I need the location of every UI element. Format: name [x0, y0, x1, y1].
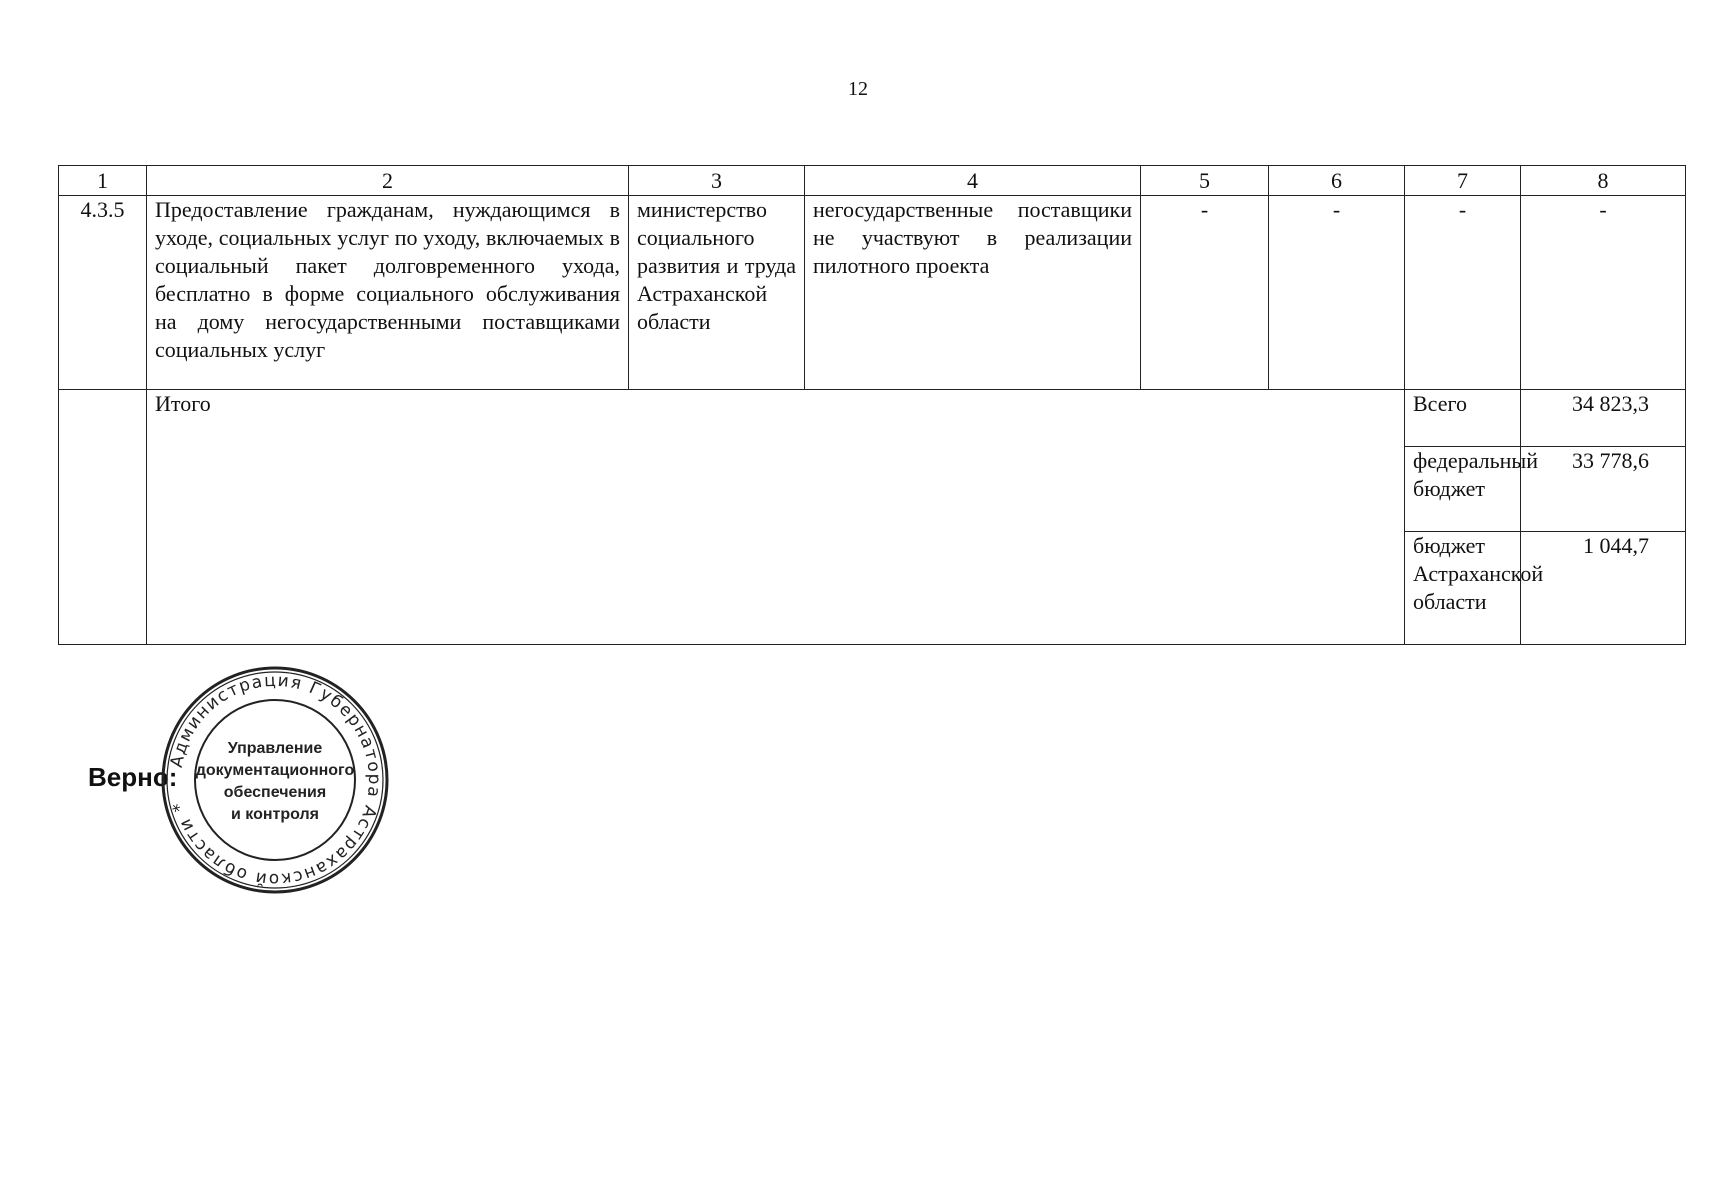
stamp-outer-text: Администрация Губернатора Астраханской области *: [166, 670, 385, 890]
total-line-label: бюджет Астраханской области: [1405, 532, 1521, 645]
stamp-inner-line: обеспечения: [223, 784, 327, 801]
certified-label: Верно:: [88, 762, 178, 792]
row-col6: -: [1269, 196, 1405, 390]
row-col8: -: [1521, 196, 1686, 390]
row-description: Предоставление гражданам, нуждающимся в уходе, социальных услуг по уходу, включаемых в социальный пакет долговременного ухода, бесплатно в форме социального обслуживания на дому негосударственными поставщиками социальных услуг: [147, 196, 629, 390]
row-note: негосударственные поставщики не участвуют в реализации пилотного проекта: [805, 196, 1141, 390]
column-number: 8: [1521, 166, 1686, 196]
row-code: 4.3.5: [59, 196, 147, 390]
stamp-inner-line: документационного: [195, 762, 355, 779]
total-label: Итого: [147, 390, 1405, 645]
budget-table: [58, 165, 1686, 645]
row-col7: -: [1405, 196, 1521, 390]
total-line-value: 33 778,6: [1521, 447, 1686, 532]
column-number: 5: [1141, 166, 1269, 196]
official-stamp: [160, 665, 390, 895]
total-line-value: 1 044,7: [1521, 532, 1686, 645]
page-number: 12: [848, 78, 868, 100]
column-number: 6: [1269, 166, 1405, 196]
column-number: 4: [805, 166, 1141, 196]
column-number: 7: [1405, 166, 1521, 196]
total-line-label: Всего: [1405, 390, 1521, 447]
total-row: [59, 390, 1686, 447]
row-col5: -: [1141, 196, 1269, 390]
column-number: 3: [629, 166, 805, 196]
row-executor: министерство социального развития и труда Астраханской области: [629, 196, 805, 390]
column-number: 1: [59, 166, 147, 196]
total-line-label: федеральный бюджет: [1405, 447, 1521, 532]
total-line-value: 34 823,3: [1521, 390, 1686, 447]
column-number: 2: [147, 166, 629, 196]
total-empty-cell: [59, 390, 147, 645]
stamp-inner-line: Управление: [227, 740, 323, 757]
column-number-row: [59, 166, 1686, 196]
stamp-inner-line: и контроля: [231, 806, 319, 823]
table-row: [59, 196, 1686, 390]
